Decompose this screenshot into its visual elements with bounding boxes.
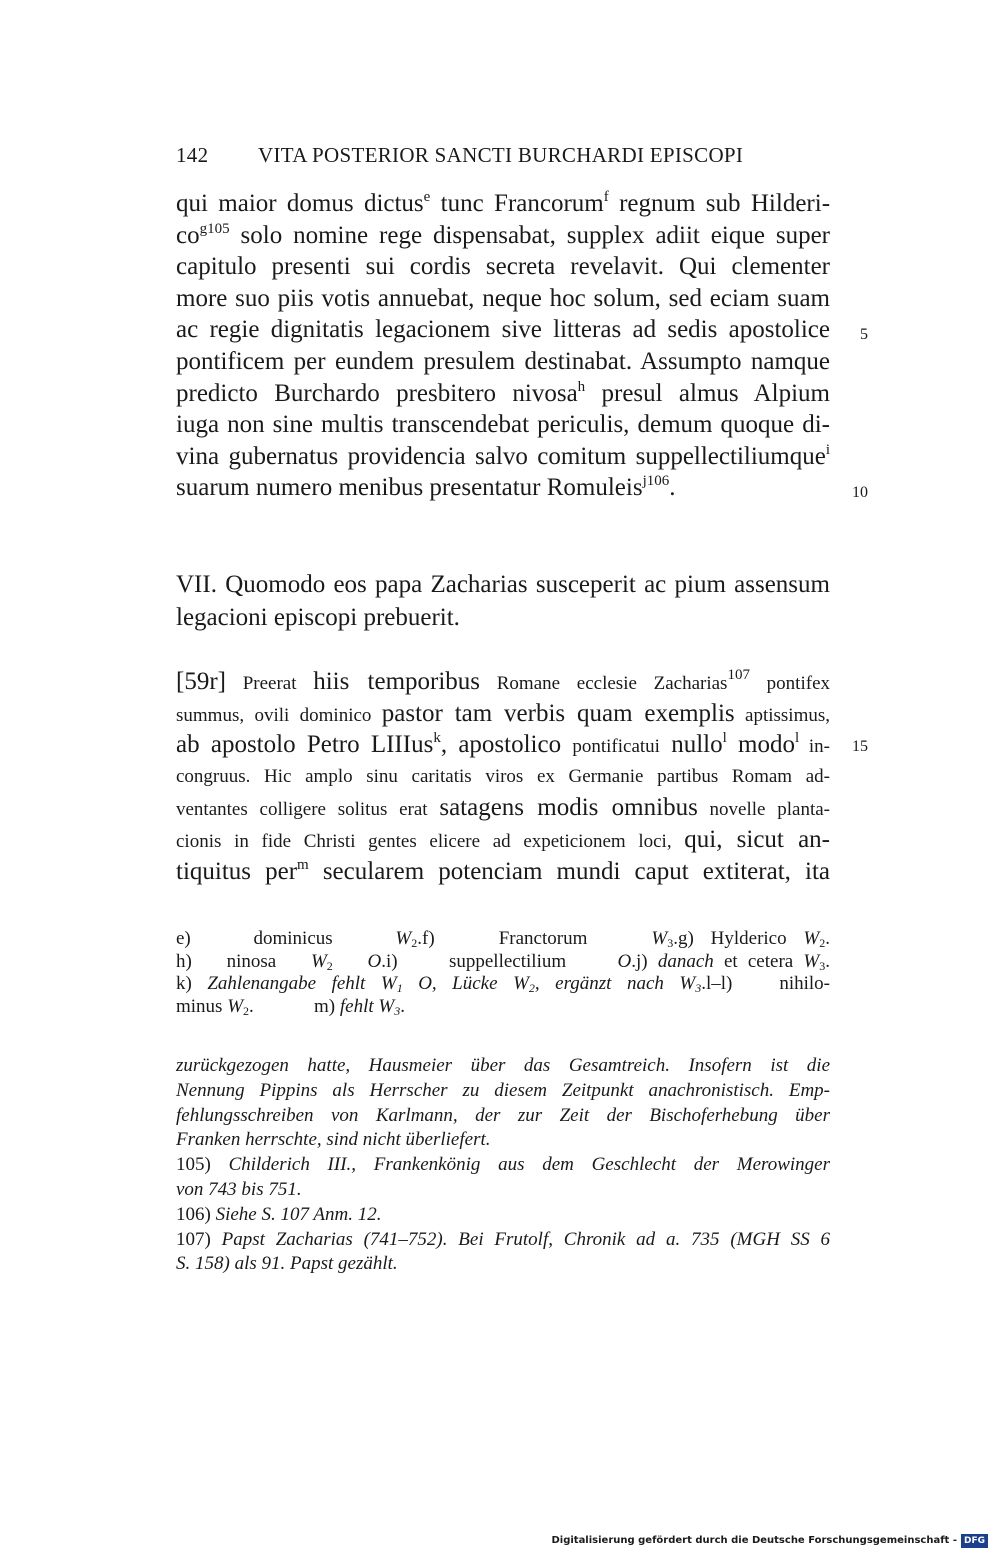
text-line: capitulo presenti sui cordis secreta revelavit. Qui clementer bbox=[176, 253, 830, 281]
text-line: summus, ovili dominico pastor tam verbis quam exemplis aptissimus, bbox=[176, 699, 831, 727]
commentary-line: fehlungsschreiben von Karlmann, der zur Zeit der Bischoferhebung über bbox=[176, 1104, 830, 1126]
text-line: predicto Burchardo presbitero nivosa$^h$ presul almus Alpium bbox=[176, 378, 830, 407]
commentary-line: S. 158) als 91. Papst gezählt. bbox=[176, 1253, 398, 1275]
text-line: pontificem per eundem presulem destinabat. Assumpto namque bbox=[176, 347, 830, 375]
running-title: VITA POSTERIOR SANCTI BURCHARDI EPISCOPI bbox=[258, 143, 744, 167]
footnote-105: 105) Childerich III., Frankenkönig aus dem Geschlecht der Merowinger bbox=[176, 1154, 830, 1176]
running-header bbox=[176, 140, 836, 170]
footnote-107: 107) Papst Zacharias (741–752). Bei Frutolf, Chronik ad a. 735 (MGH SS 6 bbox=[176, 1228, 831, 1250]
critical-apparatus bbox=[176, 928, 830, 1018]
text-line: suarum numero menibus presentatur Romuleis$^{j106}$. bbox=[176, 473, 676, 502]
commentary-notes bbox=[176, 1054, 830, 1277]
commentary-line: von 743 bis 751. bbox=[176, 1178, 302, 1200]
main-text-paragraph-1 bbox=[176, 188, 830, 504]
funding-footer bbox=[551, 1534, 988, 1548]
commentary-line: Nennung Pippins als Herrscher zu diesem Zeitpunkt anachronistisch. Emp- bbox=[176, 1079, 830, 1101]
text-line: iuga non sine multis transcendebat periculis, demum quoque di- bbox=[176, 411, 830, 439]
text-line: tiquitus per$^m$ secularem potenciam mundi caput extiterat, ita bbox=[176, 856, 830, 885]
apparatus-line: k) Zahlenangabe fehlt $W_1$ O, Lücke $W_2$, ergänzt nach $W_3.l-l$) nihilo- bbox=[176, 973, 830, 995]
dfg-logo: DFG bbox=[961, 1534, 988, 1548]
main-text-paragraph-2 bbox=[176, 666, 830, 887]
text-line: ab apostolo Petro LIIIus$^k$, apostolico pontificatui nullo$^l$ modo$^l$ in- bbox=[176, 730, 830, 759]
heading-line: VII. Quomodo eos papa Zacharias susceperit ac pium assensum bbox=[176, 571, 830, 598]
text-line: $co^{g105}$ solo nomine rege dispensabat, supplex adiit eique super bbox=[176, 220, 830, 249]
page-number: 142 bbox=[176, 143, 209, 167]
chapter-heading bbox=[176, 568, 830, 634]
text-line: ventantes colligere solitus erat satagens modis omnibus novelle planta- bbox=[176, 794, 830, 822]
apparatus-line: minus $W_2$. m) fehlt $W_3$. bbox=[176, 995, 405, 1018]
line-number-10: 10 bbox=[852, 484, 868, 501]
text-line: qui maior domus dictus$^e$ tunc Francorum$^f$ regnum sub Hilderi- bbox=[176, 189, 831, 217]
text-line: [59r] Preerat hiis temporibus Romane ecclesie Zacharias$^{107}$ pontifex bbox=[176, 667, 830, 695]
text-line: more suo piis votis annuebat, neque hoc solum, sed eciam suam bbox=[176, 284, 830, 312]
heading-line: legacioni episcopi prebuerit. bbox=[176, 604, 460, 631]
commentary-line: zurückgezogen hatte, Hausmeier über das Gesamtreich. Insofern ist die bbox=[176, 1055, 830, 1076]
commentary-line: Franken herrschte, sind nicht überliefert. bbox=[176, 1129, 491, 1151]
folio-marker: [59r] bbox=[176, 668, 226, 695]
text-line: cionis in fide Christi gentes elicere ad expeticionem loci, qui, sicut an- bbox=[176, 825, 830, 853]
line-number-15: 15 bbox=[852, 738, 868, 755]
text-line: vina gubernatus providencia salvo comitum suppellectiliumque$^i$ bbox=[176, 441, 830, 470]
text-line: ac regie dignitatis legacionem sive litteras ad sedis apostolice bbox=[176, 316, 830, 344]
funding-text: Digitalisierung gefördert durch die Deutsche Forschungsgemeinschaft - bbox=[551, 1535, 957, 1546]
apparatus-line: e) dominicus $W_2.f$) Franctorum $W_3.g$) Hylderico $W_2$. bbox=[176, 928, 830, 950]
text-line: congruus. Hic amplo sinu caritatis viros ex Germanie partibus Romam ad- bbox=[176, 765, 830, 787]
line-number-5: 5 bbox=[860, 326, 868, 343]
footnote-106: 106) Siehe S. 107 Anm. 12. bbox=[176, 1203, 382, 1225]
apparatus-line: h) ninosa $W_2$ O.i) suppellectilium O.j) danach et cetera $W_3$. bbox=[176, 950, 830, 973]
